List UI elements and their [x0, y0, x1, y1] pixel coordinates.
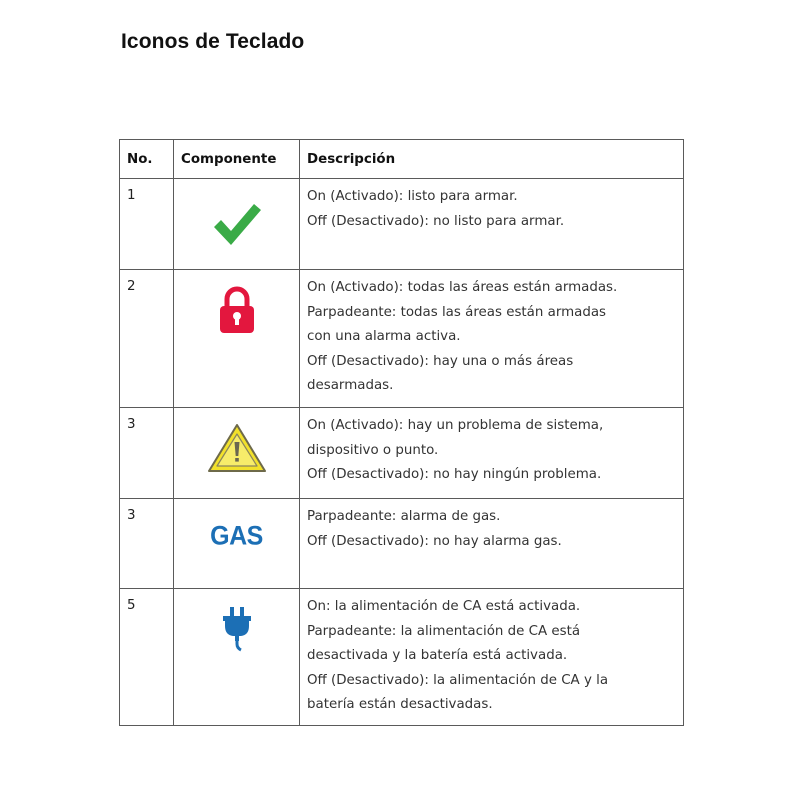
- table-header-row: [120, 140, 684, 179]
- row-number: 2: [120, 270, 174, 408]
- power-plug-icon: [220, 606, 254, 656]
- table-row: [120, 589, 684, 726]
- description-line: Parpadeante: alarma de gas.: [307, 509, 501, 524]
- description-line: desarmadas.: [307, 378, 394, 393]
- description-line: Off (Desactivado): no listo para armar.: [307, 213, 565, 229]
- description-line: Off (Desactivado): no hay ningún problema.: [307, 467, 602, 482]
- description-cell: [300, 499, 684, 589]
- component-cell: [174, 179, 300, 270]
- description-line: Off (Desactivado): hay una o más áreas: [307, 353, 574, 369]
- description-line: dispositivo o punto.: [307, 442, 439, 458]
- header-description: Descripción: [300, 140, 684, 179]
- component-cell: [174, 499, 300, 589]
- description-line: batería están desactivadas.: [307, 697, 493, 712]
- table-row: [120, 270, 684, 408]
- component-cell: [174, 270, 300, 408]
- description-line: con una alarma activa.: [307, 329, 461, 344]
- component-cell: [174, 589, 300, 726]
- row-number: 3: [120, 499, 174, 589]
- description-line: Parpadeante: todas las áreas están armadas: [307, 304, 607, 320]
- header-no: No.: [120, 140, 174, 179]
- row-number: 1: [120, 179, 174, 270]
- description-cell: [300, 179, 684, 270]
- description-line: On: la alimentación de CA está activada.: [307, 599, 581, 614]
- row-number: 3: [120, 408, 174, 499]
- page-title: Iconos de Teclado: [121, 30, 305, 53]
- description-line: On (Activado): todas las áreas están armadas.: [307, 280, 618, 295]
- table-row: [120, 408, 684, 499]
- description-line: Off (Desactivado): no hay alarma gas.: [307, 533, 562, 549]
- description-line: Parpadeante: la alimentación de CA está: [307, 623, 581, 639]
- gas-icon: GAS: [210, 520, 263, 552]
- red-padlock-icon: [219, 286, 255, 338]
- table-row: [120, 179, 684, 270]
- green-checkmark-icon: [212, 201, 262, 251]
- description-line: Off (Desactivado): la alimentación de CA y la: [307, 672, 609, 688]
- row-number: 5: [120, 589, 174, 726]
- description-cell: [300, 408, 684, 499]
- component-cell: [174, 408, 300, 499]
- keypad-icons-table: [119, 139, 684, 726]
- description-line: On (Activado): listo para armar.: [307, 189, 518, 204]
- header-component: Componente: [174, 140, 300, 179]
- description-line: desactivada y la batería está activada.: [307, 648, 568, 663]
- table-row: [120, 499, 684, 589]
- description-cell: [300, 270, 684, 408]
- description-line: On (Activado): hay un problema de sistema,: [307, 418, 604, 433]
- yellow-warning-triangle-icon: [206, 422, 268, 478]
- description-cell: [300, 589, 684, 726]
